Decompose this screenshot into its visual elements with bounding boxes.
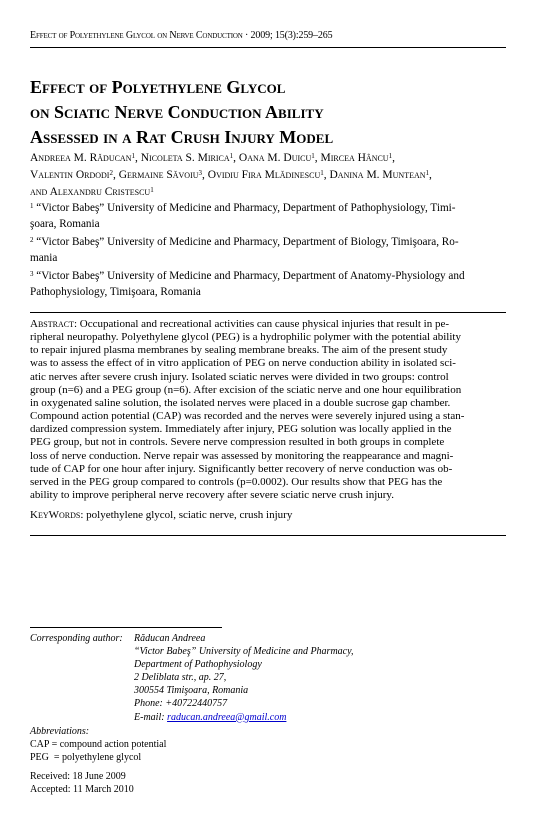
author-name: Danina M. Muntean: [329, 169, 426, 181]
abstract-line: Compound action potential (CAP) was recorded and the nerves were severely injured using a stan-: [30, 410, 465, 423]
author-name: Germaine Săvoiu: [118, 169, 199, 181]
affiliation-text: “Victor Babeş” University of Medicine and Pharmacy, Department of Pathophysiology, Timi-: [36, 202, 456, 214]
abstract-line: group (n=6) and a PEG group (n=6). After excision of the sciatic nerve and one hour equilibration: [30, 383, 462, 396]
abstract-line: PEG group, but not in controls. Severe nerve compression resulted in both groups in complete: [30, 436, 445, 449]
affiliation-text: Pathophysiology, Timişoara, Romania: [30, 285, 201, 298]
correspondence-row: [30, 697, 506, 710]
abstract-line: ripheral neuropathy. Polyethylene glycol (PEG) is a hydrophilic polymer with the potential ability: [30, 331, 461, 344]
title-line: Assessed in a Rat Crush Injury Model: [30, 127, 334, 147]
abstract-line: to repair injured plasma membranes by sealing membrane breaks. The aim of the present study: [30, 344, 448, 357]
abstract-line: was to assess the effect of in vitro application of PEG on nerve conduction ability in isolated sci-: [30, 357, 456, 370]
author-affil-mark: 2: [109, 169, 113, 177]
correspondence-row: [30, 645, 506, 658]
abstract: [30, 318, 506, 502]
author-affil-mark: 1: [425, 169, 430, 177]
affiliation-number: 3: [30, 270, 34, 278]
author-affil-mark: 1: [388, 152, 393, 160]
abstract-line: served in the PEG group compared to controls (p=0.0002). Our results show that PEG has the: [30, 475, 443, 488]
abstract-line: loss of nerve conduction. Nerve repair was assessed by monitoring the reappearance and magni-: [30, 449, 454, 462]
affiliation-text: şoara, Romania: [30, 217, 100, 230]
affiliation: [30, 269, 506, 300]
abstract-line: atic nerves after severe crush injury. Isolated sciatic nerves were divided in two groups: control: [30, 370, 449, 383]
abstract-line: in oxygenated saline solution, the isolated nerves were placed in a double sucrose gap chamber.: [30, 396, 451, 409]
author-line: [30, 184, 506, 201]
correspondence-address-line: 300554 Timişoara, Romania: [134, 685, 249, 697]
affiliation-number: 2: [30, 236, 34, 244]
abbreviation-item: CAP = compound action potential: [30, 738, 167, 750]
author-name: Andreea M. Răducan: [30, 152, 132, 164]
author-affil-mark: 1: [229, 152, 234, 160]
email-link[interactable]: raducan.andreea@gmail.com: [167, 711, 287, 723]
running-header: Effect of Polyethylene Glycol on Nerve Conduction · 2009; 15(3):259–265: [30, 30, 333, 41]
abbreviations-label: Abbreviations:: [30, 725, 90, 737]
correspondence-phone: Phone: +40722440757: [134, 698, 228, 710]
author-name: Mircea Hâncu: [320, 152, 389, 164]
abstract-line: tude of CAP for one hour after injury. Significantly better recovery of nerve conduction was ob-: [30, 462, 453, 475]
author-line: Andreea M. Răducan$^1$, Nicoleta S. Mirica$^1$, Oana M. Duicu$^1$, Mircea Hâncu$^1$,: [30, 152, 395, 164]
affiliation: [30, 201, 506, 232]
abstract-line: Occupational and recreational activities can cause physical injuries that result in pe-: [77, 318, 450, 330]
author-name: Oana M. Duicu: [238, 152, 312, 164]
author-affil-mark: 1: [131, 152, 135, 160]
abstract-line: dardized compression system. Immediately after injury, PEG solution was locally applied in the: [30, 423, 452, 436]
author-affil-mark: 1: [150, 186, 154, 194]
correspondence-name: Răducan Andreea: [134, 633, 206, 644]
affiliation: [30, 235, 506, 266]
article-title: [30, 75, 506, 150]
author-affil-mark: 3: [198, 169, 203, 177]
affiliation-text: “Victor Babeş” University of Medicine and Pharmacy, Department of Anatomy-Physiology and: [36, 270, 465, 282]
correspondence-address-line: “Victor Babeş” University of Medicine and Pharmacy,: [134, 646, 354, 658]
keywords-text: polyethylene glycol, sciatic nerve, crush injury: [83, 509, 293, 521]
author-name: Nicoleta S. Mirica: [140, 152, 230, 164]
author-affil-mark: 1: [320, 169, 324, 177]
abstract-label: Abstract:: [30, 318, 78, 330]
header-rule: [30, 47, 506, 48]
affiliation-text: mania: [30, 251, 58, 264]
correspondence-row: [30, 632, 506, 645]
author-line: Valentin Ordodi$^2$, Germaine Săvoiu$^3$, Ovidiu Fira Mlădinescu$^1$, Danina M. Muntean$^1$,: [30, 169, 432, 181]
author-name: Valentin Ordodi: [30, 169, 110, 181]
correspondence-row: [30, 711, 506, 724]
email-label: E-mail:: [134, 711, 168, 723]
abstract-line: ability to improve peripheral nerve recovery after severe sciatic nerve crush injury.: [30, 489, 394, 502]
author-affil-mark: 1: [311, 152, 315, 160]
correspondence-label: Corresponding author:: [30, 633, 123, 644]
keywords-label: KeyWords:: [30, 509, 84, 521]
footnote: [30, 632, 506, 796]
correspondence-address-line: Department of Pathophysiology: [134, 659, 262, 671]
affiliation-list: [30, 201, 506, 303]
correspondence-row: [30, 671, 506, 684]
accepted-date: Accepted: 11 March 2010: [30, 784, 134, 796]
title-line: Effect of Polyethylene Glycol: [30, 77, 286, 97]
affiliation-text: “Victor Babeş” University of Medicine and Pharmacy, Department of Biology, Timişoara, Ro-: [36, 236, 459, 248]
correspondence-row: [30, 684, 506, 697]
author-name: Ovidiu Fira Mlădinescu: [207, 169, 321, 181]
keywords: [30, 509, 506, 521]
correspondence-address-line: 2 Deliblata str., ap. 27,: [134, 672, 227, 684]
author-name: and Alexandru Cristescu: [30, 186, 151, 198]
correspondence-row: [30, 658, 506, 671]
affiliation-number: 1: [30, 202, 34, 210]
received-date: Received: 18 June 2009: [30, 770, 126, 782]
footnote-rule: [30, 627, 222, 628]
title-line: on Sciatic Nerve Conduction Ability: [30, 102, 324, 122]
author-list: [30, 150, 506, 201]
abbreviation-item: PEG = polyethylene glycol: [30, 751, 142, 763]
